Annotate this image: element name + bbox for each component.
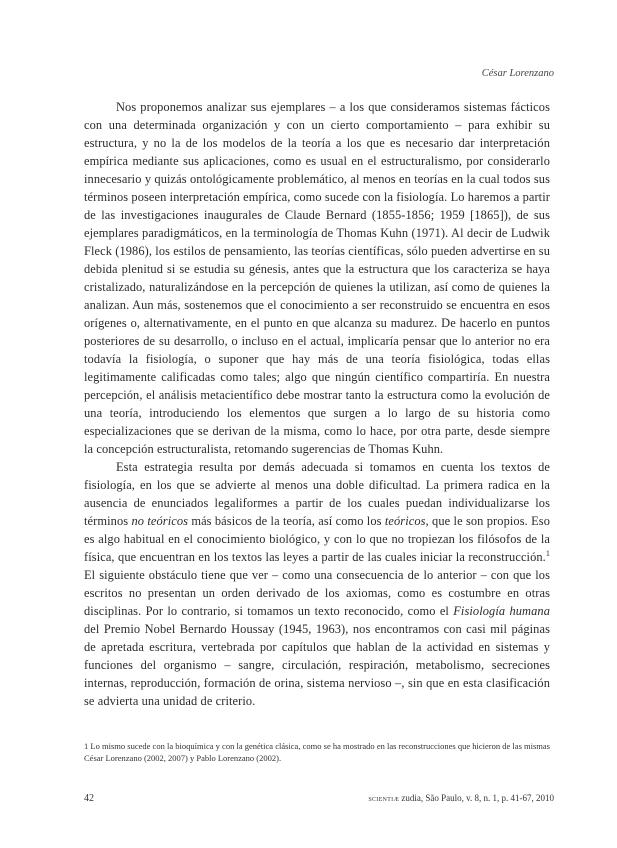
page-number: 42 [84, 793, 94, 804]
term-no-teoricos: no teóricos [131, 514, 189, 528]
paragraph-1 [84, 98, 550, 458]
paragraph-1-text: Nos proponemos analizar sus ejemplares – a los que consideramos sistemas fácticos con una determinada organización y con un cierto comportamiento – para exhibir su estructura, y no la de los modelos de la teoría a los que es necesario dar interpretación empírica mediante sus aplicaciones, como es usual en el estructuralismo, por considerarlo innecesario y quizás ontológicamente problemático, al menos en teorías en la cual todos sus términos poseen interpretación empírica, como sucede con la fisiología. Lo haremos a partir de las investigaciones inaugurales de Claude Bernard (1855-1856; 1959 [1865]), de sus ejemplares paradigmáticos, en la terminología de Thomas Kuhn (1971). Al decir de Ludwik Fleck (1986), los estilos de pensamiento, las teorías científicas, sólo pueden advertirse en su debida plenitud si se estudia su génesis, antes que la estructura que los caracteriza se haya cristalizado, naturalizándose en la percepción de quienes la utilizan, así como de quienes la analizan. Aun más, sostenemos que el conocimiento a ser reconstruido se encuentra en esos orígenes o, alternativamente, en el punto en que alcanza su madurez. De hacerlo en puntos posteriores de su desarrollo, o incluso en el actual, implicaría pensar que lo anterior no era todavía la fisiología, o suponer que hay más de una teoría fisiológica, todas ellas legitimamente calificadas como tales; algo que ningún científico compartiría. En nuestra percepción, el análisis metacientífico debe mostrar tanto la estructura como la evolución de una teoría, introduciendo los elementos que surgen a lo largo de su historia como especializaciones que se derivan de la misma, como lo hace, por otra parte, desde siempre la concepción estructuralista, retomando sugerencias de Thomas Kuhn. [84, 100, 550, 456]
term-teoricos: teóricos [384, 514, 426, 528]
paragraph-2-text-b: más básicos de la teoría, así como los [188, 514, 385, 528]
paragraph-2 [84, 458, 550, 710]
journal-details: zudia, São Paulo, v. 8, n. 1, p. 41-67, 2010 [399, 793, 554, 803]
journal-name: scientiæ [368, 793, 400, 803]
book-title-fisiologia-humana: Fisiología humana [453, 604, 550, 618]
footnote-reference[interactable]: 1 [545, 548, 550, 558]
running-head-author: César Lorenzano [481, 68, 554, 79]
journal-citation [368, 793, 554, 803]
paragraph-2-text-a: Esta estrategia resulta por demás adecuada si tomamos en cuenta los textos de fisiología, en los que se advierte al menos una doble dificultad. La primera radica en la ausencia de enunciados legaliformes a partir de los cuales puedan individualizarse los términos [84, 460, 550, 528]
footnote-1: 1 Lo mismo sucede con la bioquímica y con la genética clásica, como se ha mostrado en las reconstrucciones que hicieron de las mismas César Lorenzano (2002, 2007) y Pablo Lorenzano (2002). [84, 741, 550, 763]
paragraph-2-text-c: , que le son propios. Eso es algo habitual en el conocimiento biológico, y con lo que no tropiezan los filósofos de la física, que encuentran en los textos las leyes a partir de las cuales iniciar la reconstrucción. [84, 514, 550, 564]
paragraph-2-text-d: El siguiente obstáculo tiene que ver – como una consecuencia de lo anterior – con que los escritos no presentan un orden derivado de los axiomas, como es costumbre en otras disciplinas. Por lo contrario, si tomamos un texto reconocido, como el [84, 568, 550, 618]
body-text [84, 98, 550, 710]
paragraph-2-text-e: del Premio Nobel Bernardo Houssay (1945, 1963), nos encontramos con casi mil páginas de apretada escritura, vertebrada por capítulos que hablan de la actividad en sistemas y funciones del organismo – sangre, circulación, respiración, metabolismo, secreciones internas, reproducción, formación de orina, sistema nervioso –, sin que en esta clasificación se advierta una unidad de criterio. [84, 622, 550, 708]
